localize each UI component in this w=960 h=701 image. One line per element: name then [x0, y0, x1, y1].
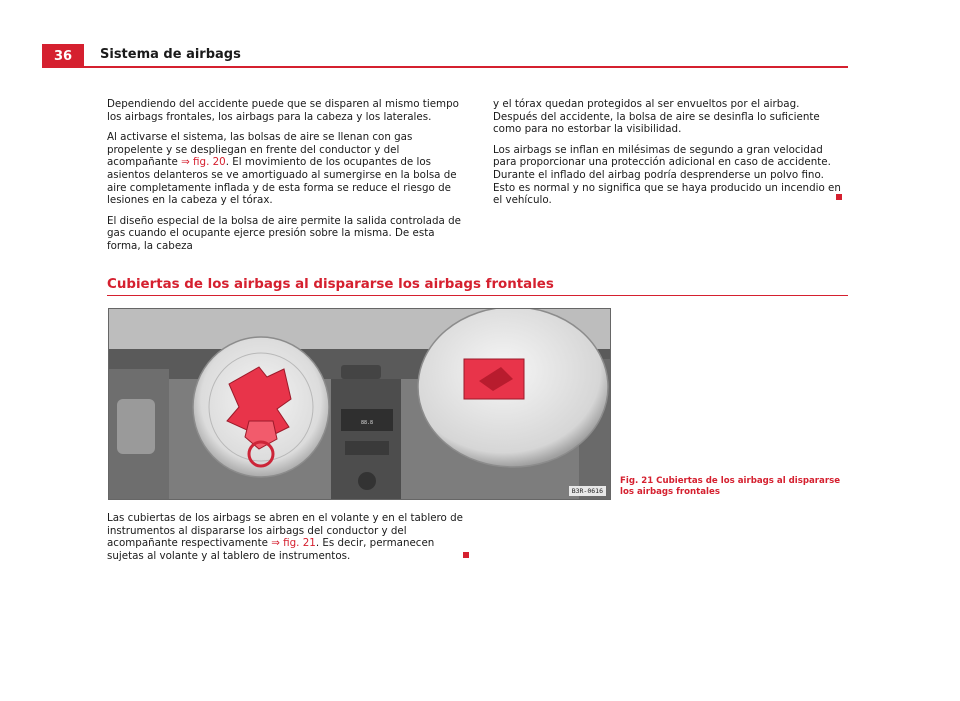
- dashboard-illustration: [109, 309, 610, 499]
- figure-code: B3R-0616: [569, 486, 606, 496]
- text: . El movimiento de los ocupantes de los asientos delanteros se ve amortiguado al sumergirse en la bolsa de aire completamente inflada y de esta forma se reduce el riesgo de lesiones en la cabeza y el tórax.: [107, 156, 457, 207]
- header-rule: [84, 66, 848, 68]
- figure-reference-link[interactable]: ⇒ fig. 20: [181, 156, 226, 169]
- paragraph: [107, 512, 469, 562]
- section-end-marker: [463, 552, 469, 558]
- right-column: [493, 98, 843, 215]
- text: . Es decir, permanecen sujetas al volante y al tablero de instrumentos.: [107, 537, 435, 562]
- paragraph: Los airbags se inflan en milésimas de segundo a gran velocidad para proporcionar una protección adicional en caso de accidente. Durante el inflado del airbag podría desprenderse un polvo fino. Esto es normal y no significa que se haya producido un incendio en el vehículo.: [493, 143, 841, 207]
- text: Al activarse el sistema, las bolsas de aire se llenan con gas propelente y se despliegan en frente del conductor y del acompañante: [107, 131, 413, 169]
- left-column: [107, 98, 469, 261]
- section-rule: [107, 295, 848, 296]
- paragraph: [107, 131, 469, 207]
- radio-display-text: 88.8: [360, 420, 374, 426]
- paragraph: El diseño especial de la bolsa de aire permite la salida controlada de gas cuando el ocupante ejerce presión sobre la misma. De esta forma, la cabeza: [107, 214, 461, 252]
- paragraph: Dependiendo del accidente puede que se disparen al mismo tiempo los airbags frontales, los airbags para la cabeza y los laterales.: [107, 98, 459, 123]
- airbag-covers-figure: [108, 308, 611, 500]
- paragraph: y el tórax quedan protegidos al ser envueltos por el airbag. Después del accidente, la bolsa de aire se desinfla lo suficiente como para no estorbar la visibilidad.: [493, 98, 820, 136]
- figure-reference-link[interactable]: ⇒ fig. 21: [271, 537, 316, 550]
- bottom-text: [107, 512, 469, 570]
- figure-caption: Fig. 21 Cubiertas de los airbags al dispararse los airbags frontales: [620, 476, 841, 497]
- page-number: 36: [42, 44, 84, 68]
- section-heading: Cubiertas de los airbags al dispararse los airbags frontales: [107, 277, 554, 292]
- section-end-marker: [836, 194, 842, 200]
- running-title: Sistema de airbags: [100, 47, 241, 62]
- text: Las cubiertas de los airbags se abren en el volante y en el tablero de instrumentos al dispararse los airbags del conductor y del acompañante respectivamente: [107, 512, 463, 550]
